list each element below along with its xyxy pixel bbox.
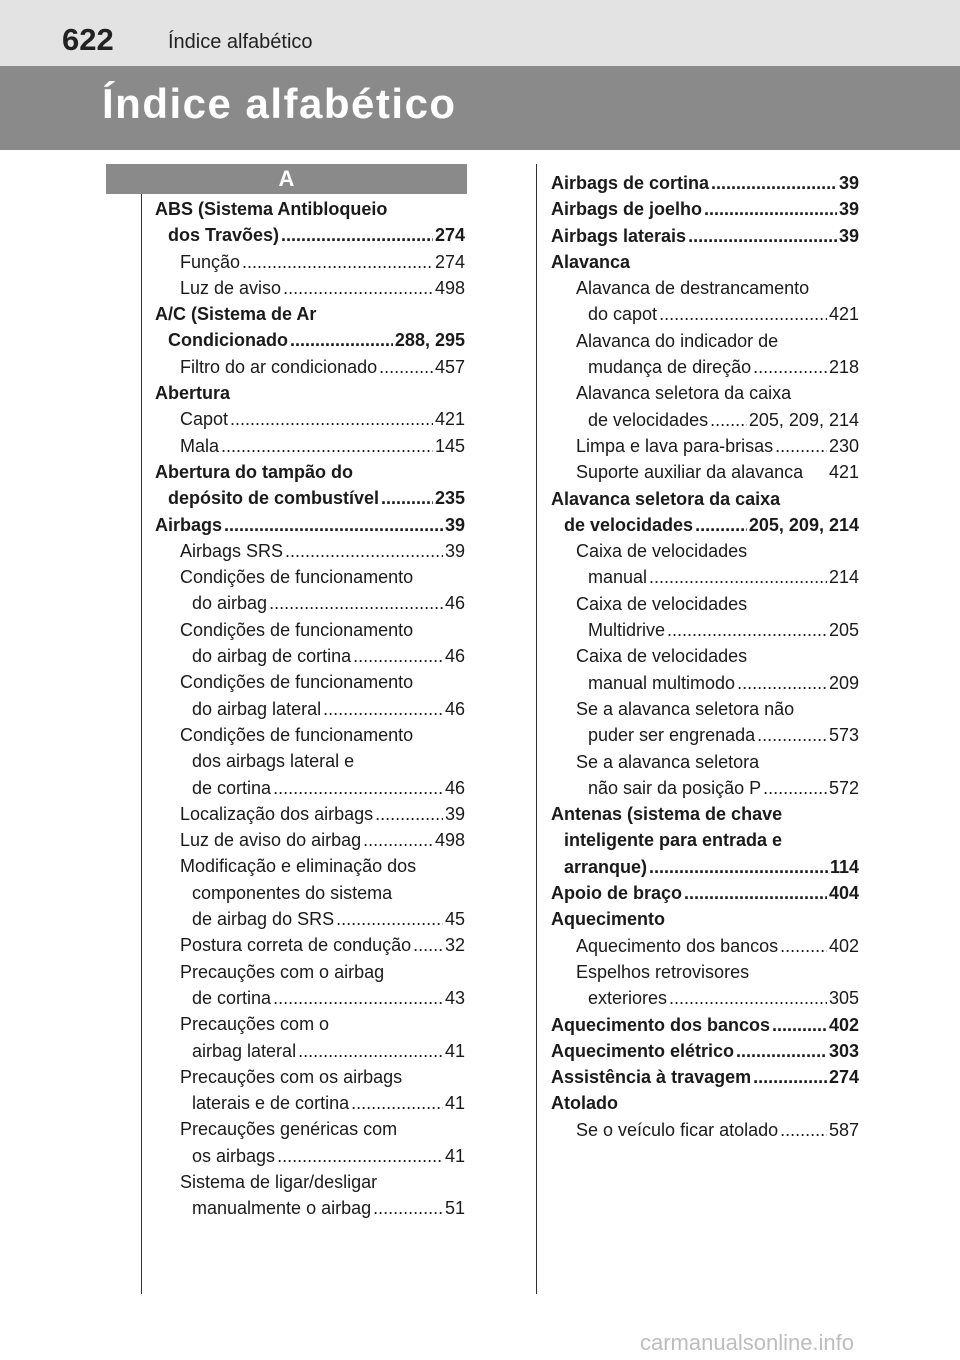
- index-entry-term: dos airbags lateral e: [192, 751, 355, 772]
- index-entry-page: 404: [828, 883, 859, 904]
- index-column-left: [155, 196, 465, 1222]
- index-entry-term: Alavanca de destrancamento: [576, 278, 810, 299]
- column-divider-right: [536, 164, 537, 1294]
- index-entry: [551, 1117, 859, 1143]
- index-entry-term: manual: [588, 567, 648, 588]
- index-entry-term: Precauções genéricas com: [180, 1119, 398, 1140]
- leader-dots: [379, 354, 433, 380]
- index-entry: [551, 486, 859, 512]
- index-entry: [551, 564, 859, 590]
- index-entry-page: 421: [828, 462, 859, 483]
- index-entry-term: Assistência à travagem: [551, 1067, 752, 1088]
- index-entry-term: Luz de aviso: [180, 277, 282, 298]
- leader-dots: [684, 880, 827, 906]
- leader-dots: [780, 933, 827, 959]
- index-entry-term: não sair da posição P: [588, 777, 762, 798]
- index-entry-term: Caixa de velocidades: [576, 593, 748, 614]
- index-entry-page: 214: [828, 567, 859, 588]
- page-title: Índice alfabético: [102, 80, 457, 127]
- index-entry-page: 39: [838, 173, 859, 193]
- leader-dots: [285, 538, 443, 564]
- index-entry-page: 587: [828, 1119, 859, 1140]
- index-entry-term: Airbags: [155, 514, 223, 535]
- index-entry: [155, 1064, 465, 1090]
- index-entry: [155, 1011, 465, 1037]
- index-entry: [551, 985, 859, 1011]
- index-entry-term: do airbag de cortina: [192, 646, 352, 667]
- index-entry-term: Precauções com o airbag: [180, 961, 385, 982]
- index-entry-term: os airbags: [192, 1145, 276, 1166]
- index-entry: [155, 485, 465, 511]
- index-entry-term: Alavanca: [551, 251, 631, 272]
- leader-dots: [281, 222, 433, 248]
- index-entry-term: Postura correta de condução: [180, 935, 412, 956]
- index-entry-term: Se o veículo ficar atolado: [576, 1119, 779, 1140]
- index-entry-page: 46: [444, 646, 465, 667]
- leader-dots: [242, 249, 433, 275]
- index-entry: [551, 512, 859, 538]
- index-entry-page: 421: [434, 409, 465, 430]
- leader-dots: [373, 1195, 443, 1221]
- index-entry-term: Aquecimento elétrico: [551, 1040, 735, 1061]
- index-entry-page: 39: [838, 199, 859, 220]
- leader-dots: [273, 985, 443, 1011]
- index-entry-term: Apoio de braço: [551, 883, 683, 904]
- index-entry-term: A/C (Sistema de Ar: [155, 304, 317, 325]
- index-entry: [155, 906, 465, 932]
- index-entry-term: Luz de aviso do airbag: [180, 830, 362, 851]
- index-entry-term: do capot: [588, 304, 658, 325]
- index-entry-term: Caixa de velocidades: [576, 541, 748, 562]
- index-entry: [155, 327, 465, 353]
- leader-dots: [659, 301, 827, 327]
- index-entry-term: componentes do sistema: [192, 882, 393, 903]
- index-entry-term: Condições de funcionamento: [180, 567, 414, 588]
- index-entry: [551, 670, 859, 696]
- index-entry: [155, 1169, 465, 1195]
- index-entry: [155, 196, 465, 222]
- index-entry-term: mudança de direção: [588, 357, 752, 378]
- index-entry-page: 145: [434, 435, 465, 456]
- index-entry: [155, 249, 465, 275]
- index-entry-page: 41: [444, 1145, 465, 1166]
- index-entry-term: Mala: [180, 435, 220, 456]
- index-entry-term: Suporte auxiliar da alavanca: [576, 462, 804, 483]
- index-entry: [551, 722, 859, 748]
- leader-dots: [351, 1090, 443, 1116]
- leader-dots: [710, 407, 747, 433]
- index-entry-term: Alavanca seletora da caixa: [551, 488, 781, 509]
- index-entry: [155, 1038, 465, 1064]
- index-entry-page: 46: [444, 593, 465, 614]
- index-entry: [551, 933, 859, 959]
- section-letter-a: A: [106, 164, 467, 194]
- index-entry-page: 209: [828, 672, 859, 693]
- leader-dots: [775, 433, 827, 459]
- index-entry-page: 39: [444, 803, 465, 824]
- index-entry: [155, 275, 465, 301]
- index-entry-page: 573: [828, 725, 859, 746]
- index-entry: [155, 512, 465, 538]
- index-entry: [155, 880, 465, 906]
- index-entry-term: de airbag do SRS: [192, 909, 335, 930]
- index-entry: [551, 1090, 859, 1116]
- index-entry: [551, 1038, 859, 1064]
- index-entry: [551, 538, 859, 564]
- leader-dots: [688, 223, 837, 249]
- index-entry-page: 46: [444, 698, 465, 719]
- index-entry-term: manualmente o airbag: [192, 1198, 372, 1219]
- index-entry-term: Modificação e eliminação dos: [180, 856, 417, 877]
- leader-dots: [753, 1064, 827, 1090]
- index-entry: [155, 696, 465, 722]
- leader-dots: [323, 696, 443, 722]
- index-entry-term: Abertura: [155, 383, 231, 404]
- index-entry-page: 32: [444, 935, 465, 956]
- index-entry-term: Localização dos airbags: [180, 803, 374, 824]
- index-entry: [155, 932, 465, 958]
- index-entry: [551, 223, 859, 249]
- index-entry: [551, 854, 859, 880]
- index-entry: [551, 380, 859, 406]
- index-entry-term: Filtro do ar condicionado: [180, 356, 378, 377]
- index-entry-page: 39: [444, 540, 465, 561]
- running-title: Índice alfabético: [168, 31, 313, 53]
- index-entry-page: 114: [829, 856, 859, 877]
- index-entry: [551, 1012, 859, 1038]
- index-entry-term: Airbags laterais: [551, 225, 687, 246]
- leader-dots: [711, 170, 837, 196]
- index-entry: [155, 564, 465, 590]
- leader-dots: [273, 775, 443, 801]
- index-entry: [155, 1116, 465, 1142]
- leader-dots: [221, 433, 433, 459]
- index-entry-term: inteligente para entrada e: [564, 830, 783, 851]
- index-entry-page: 218: [828, 357, 859, 378]
- index-entry: [551, 643, 859, 669]
- leader-dots: [277, 1143, 443, 1169]
- leader-dots: [649, 564, 827, 590]
- index-entry: [551, 696, 859, 722]
- index-entry-term: Se a alavanca seletora: [576, 751, 760, 772]
- index-entry-page: 43: [444, 987, 465, 1008]
- index-entry-page: 274: [434, 225, 465, 246]
- index-entry: [155, 775, 465, 801]
- index-entry: [155, 643, 465, 669]
- index-entry: [551, 196, 859, 222]
- index-entry-page: 230: [828, 435, 859, 456]
- index-column-right: [551, 170, 859, 1143]
- index-entry: [551, 827, 859, 853]
- page-number: 622: [62, 22, 114, 57]
- index-entry-term: Função: [180, 251, 241, 272]
- leader-dots: [695, 512, 747, 538]
- index-entry-page: 303: [828, 1040, 859, 1061]
- index-entry-page: 39: [838, 225, 859, 246]
- leader-dots: [772, 1012, 827, 1038]
- leader-dots: [375, 801, 443, 827]
- index-entry: [155, 748, 465, 774]
- index-entry-page: 288, 295: [394, 330, 465, 351]
- index-entry: [551, 801, 859, 827]
- leader-dots: [667, 617, 827, 643]
- index-entry: [551, 354, 859, 380]
- index-entry: [155, 459, 465, 485]
- header-strip: [0, 0, 960, 66]
- index-entry-term: de velocidades: [564, 514, 694, 535]
- index-entry-term: Alavanca seletora da caixa: [576, 383, 792, 404]
- index-entry-page: 39: [444, 514, 465, 535]
- index-entry: [155, 380, 465, 406]
- index-entry-term: Aquecimento dos bancos: [576, 935, 779, 956]
- index-entry-term: de cortina: [192, 777, 272, 798]
- index-entry-term: Airbags de joelho: [551, 199, 703, 220]
- index-entry-term: Espelhos retrovisores: [576, 961, 750, 982]
- index-entry-term: Se a alavanca seletora não: [576, 698, 795, 719]
- leader-dots: [381, 485, 433, 511]
- watermark: carmanualsonline.info: [640, 1330, 855, 1355]
- index-entry-term: laterais e de cortina: [192, 1093, 350, 1114]
- index-entry-term: depósito de combustível: [168, 488, 380, 509]
- leader-dots: [737, 670, 827, 696]
- index-entry-term: Condições de funcionamento: [180, 619, 414, 640]
- index-entry: [155, 1090, 465, 1116]
- index-entry: [551, 407, 859, 433]
- index-entry-term: manual multimodo: [588, 672, 736, 693]
- index-entry-term: Capot: [180, 409, 229, 430]
- index-entry-term: Limpa e lava para-brisas: [576, 435, 774, 456]
- index-entry-term: Sistema de ligar/desligar: [180, 1171, 378, 1192]
- index-entry-term: Atolado: [551, 1093, 618, 1114]
- leader-dots: [736, 1038, 827, 1064]
- index-entry-term: Antenas (sistema de chave: [551, 804, 783, 825]
- leader-dots: [757, 722, 827, 748]
- index-entry-page: 41: [444, 1040, 465, 1061]
- index-entry-term: puder ser engrenada: [588, 725, 756, 746]
- index-entry-page: 205: [828, 620, 859, 641]
- leader-dots: [290, 327, 393, 353]
- index-entry-term: Alavanca do indicador de: [576, 330, 779, 351]
- index-entry-term: airbag lateral: [192, 1040, 297, 1061]
- index-entry-page: 498: [434, 830, 465, 851]
- leader-dots: [224, 512, 443, 538]
- column-divider-left: [141, 194, 142, 1294]
- leader-dots: [353, 643, 443, 669]
- index-entry-page: 46: [444, 777, 465, 798]
- index-entry: [155, 590, 465, 616]
- index-entry: [155, 222, 465, 248]
- index-entry: [155, 617, 465, 643]
- index-entry: [155, 406, 465, 432]
- index-entry: [551, 880, 859, 906]
- index-entry-term: Abertura do tampão do: [155, 461, 354, 482]
- index-entry-term: Condições de funcionamento: [180, 672, 414, 693]
- index-entry: [155, 827, 465, 853]
- index-entry: [551, 275, 859, 301]
- leader-dots: [230, 406, 433, 432]
- leader-dots: [269, 590, 443, 616]
- index-entry-page: 45: [444, 909, 465, 930]
- leader-dots: [283, 275, 433, 301]
- index-entry: [551, 1064, 859, 1090]
- leader-dots: [413, 932, 443, 958]
- index-entry: [551, 301, 859, 327]
- index-entry-term: Precauções com o: [180, 1014, 330, 1035]
- index-entry-page: 205, 209, 214: [748, 514, 859, 535]
- leader-dots: [704, 196, 837, 222]
- index-entry-term: de velocidades: [588, 409, 709, 430]
- index-entry-page: 498: [434, 277, 465, 298]
- index-entry: [155, 433, 465, 459]
- leader-dots: [298, 1038, 443, 1064]
- index-entry: [155, 1143, 465, 1169]
- leader-dots: [649, 854, 828, 880]
- index-entry: [155, 853, 465, 879]
- index-entry-term: arranque): [564, 856, 648, 877]
- index-entry-term: Aquecimento: [551, 909, 666, 930]
- index-entry-page: 274: [828, 1067, 859, 1088]
- index-entry: [155, 801, 465, 827]
- index-entry: [155, 354, 465, 380]
- index-entry-page: 205, 209, 214: [748, 409, 859, 430]
- index-entry: [155, 985, 465, 1011]
- index-entry: [155, 538, 465, 564]
- index-entry: [551, 775, 859, 801]
- index-entry-term: Caixa de velocidades: [576, 646, 748, 667]
- index-entry: [155, 301, 465, 327]
- index-entry-term: Airbags de cortina: [551, 173, 710, 193]
- index-entry-page: 305: [828, 988, 859, 1009]
- index-entry-page: 572: [828, 777, 859, 798]
- index-entry-term: exteriores: [588, 988, 668, 1009]
- index-entry-page: 274: [434, 251, 465, 272]
- index-entry-term: do airbag: [192, 593, 268, 614]
- index-entry: [551, 328, 859, 354]
- index-entry: [551, 749, 859, 775]
- index-entry-page: 457: [434, 356, 465, 377]
- leader-dots: [669, 985, 827, 1011]
- index-entry-term: Condicionado: [168, 330, 288, 351]
- index-entry-term: Multidrive: [588, 620, 666, 641]
- index-entry-term: Aquecimento dos bancos: [551, 1014, 771, 1035]
- index-entry: [551, 433, 859, 459]
- leader-dots: [780, 1117, 827, 1143]
- index-entry: [155, 669, 465, 695]
- index-entry: [155, 959, 465, 985]
- leader-dots: [363, 827, 433, 853]
- index-entry-term: Airbags SRS: [180, 540, 284, 561]
- leader-dots: [336, 906, 443, 932]
- index-entry: [551, 459, 859, 485]
- index-entry-term: do airbag lateral: [192, 698, 322, 719]
- index-entry-page: 421: [828, 304, 859, 325]
- index-entry-page: 235: [434, 488, 465, 509]
- index-entry: [551, 959, 859, 985]
- index-entry: [551, 591, 859, 617]
- index-entry-term: Condições de funcionamento: [180, 724, 414, 745]
- index-entry-page: 402: [828, 1014, 859, 1035]
- index-entry: [551, 170, 859, 196]
- index-entry-term: dos Travões): [168, 225, 280, 246]
- index-entry-term: ABS (Sistema Antibloqueio: [155, 199, 388, 219]
- index-entry-term: Precauções com os airbags: [180, 1066, 403, 1087]
- index-entry: [155, 722, 465, 748]
- index-entry-term: de cortina: [192, 987, 272, 1008]
- leader-dots: [753, 354, 827, 380]
- index-entry-page: 402: [828, 935, 859, 956]
- index-entry-page: 41: [444, 1093, 465, 1114]
- index-entry: [551, 617, 859, 643]
- index-entry-page: 51: [444, 1198, 465, 1219]
- leader-dots: [763, 775, 827, 801]
- index-entry: [155, 1195, 465, 1221]
- index-entry: [551, 906, 859, 932]
- index-entry: [551, 249, 859, 275]
